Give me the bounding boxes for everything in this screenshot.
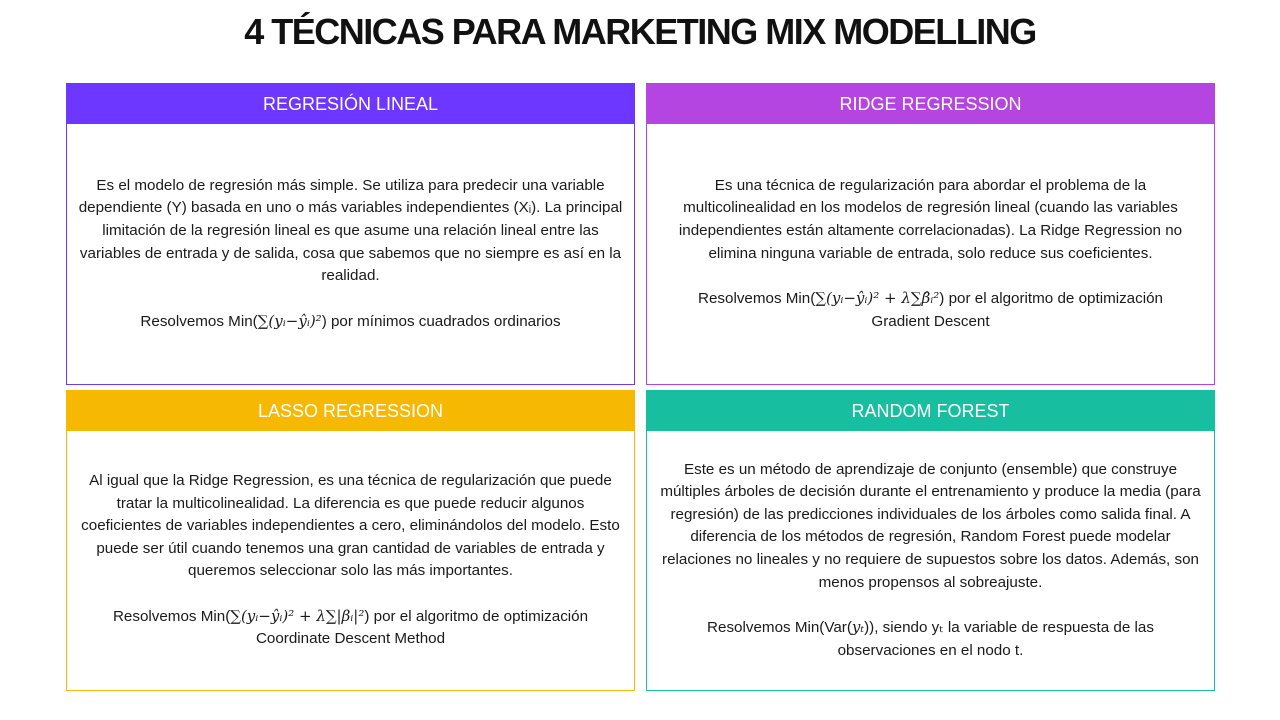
card-description: Es una técnica de regularización para abordar el problema de la multicolinealidad en los modelos de regresión lineal (cuando las variables independientes están altamente correlacionadas). La Ridge Regression no elimina ninguna variable de entrada, solo reduce sus coeficientes. <box>678 176 1183 262</box>
formula-suffix: ) por el algoritmo de optimización <box>364 607 589 625</box>
card-formula-line <box>140 310 560 334</box>
card-regresion-lineal <box>66 83 635 385</box>
card-description: Es el modelo de regresión más simple. Se utiliza para predecir una variable dependiente (Y) basada en uno o más variables independientes (Xᵢ). La principal limitación de la regresión lineal es que asume una relación lineal entre las variables de entrada y de salida, cosa que sabemos que no siempre es así en la realidad. <box>78 176 623 285</box>
card-formula-line <box>657 616 1204 662</box>
formula-method: Coordinate Descent Method <box>255 630 446 648</box>
card-random-forest <box>646 390 1215 691</box>
formula-suffix: )), siendo yₜ la variable de respuesta de las observaciones en el nodo t. <box>837 619 1154 659</box>
card-body-lasso-regression <box>67 431 634 690</box>
formula-prefix: Resolvemos Min( <box>140 312 258 330</box>
card-ridge-regression <box>646 83 1215 385</box>
page-title: 4 TÉCNICAS PARA MARKETING MIX MODELLING <box>244 11 1036 52</box>
formula-prefix: Resolvemos Min( <box>112 607 231 625</box>
card-formula-line <box>698 287 1163 333</box>
card-description: Al igual que la Ridge Regression, es una técnica de regularización que puede tratar la multicolinealidad. La diferencia es que puede reducir algunos coeficientes de variables independientes a cero, eliminándolos del modelo. Esto puede ser útil cuando tenemos una gran cantidad de variables de entrada y queremos seleccionar solo las más importantes. <box>81 471 620 580</box>
formula-prefix: Resolvemos Min( <box>697 290 816 308</box>
card-header-regresion-lineal: REGRESIÓN LINEAL <box>67 84 634 124</box>
formula-prefix: Resolvemos Min(Var( <box>707 619 852 637</box>
formula: yₜ <box>851 618 865 637</box>
formula-suffix: ) por mínimos cuadrados ordinarios <box>321 312 561 330</box>
formula-method: Gradient Descent <box>871 312 990 330</box>
card-formula-line <box>113 605 588 651</box>
card-description: Este es un método de aprendizaje de conjunto (ensemble) que construye múltiples árboles de decisión durante el entrenamiento y produce la media (para regresión) de las predicciones individuales de los árboles como salida final. A diferencia de los métodos de regresión, Random Forest puede modelar relaciones no lineales y no requiere de supuestos sobre los datos. Además, son menos propensos al sobreajuste. <box>660 460 1201 591</box>
card-body-regresion-lineal <box>67 124 634 384</box>
card-lasso-regression <box>66 390 635 691</box>
card-header-lasso-regression: LASSO REGRESSION <box>67 391 634 431</box>
formula: ∑(yᵢ−ŷᵢ)² + λ∑β̂ᵢ² <box>815 289 940 308</box>
formula: ∑(yᵢ−ŷᵢ)² + λ∑|βᵢ|² <box>230 606 365 625</box>
card-body-ridge-regression <box>647 124 1214 384</box>
card-body-random-forest <box>647 431 1214 690</box>
formula: ∑(yᵢ−ŷᵢ)² <box>257 311 322 330</box>
card-header-random-forest: RANDOM FOREST <box>647 391 1214 431</box>
formula-suffix: ) por el algoritmo de optimización <box>939 290 1163 308</box>
card-header-ridge-regression: RIDGE REGRESSION <box>647 84 1214 124</box>
